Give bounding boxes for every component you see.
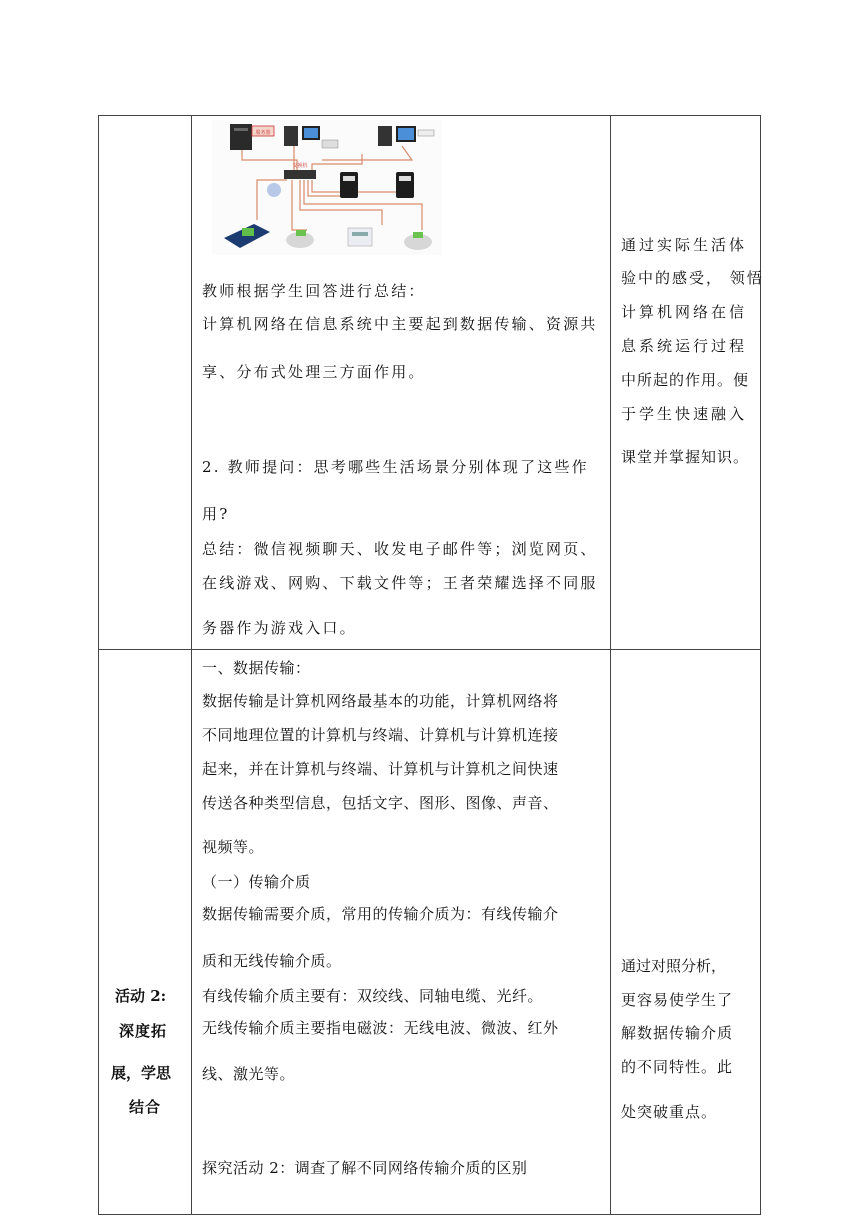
summary-line: 计算机网络在信息系统中主要起到数据传输、资源共 xyxy=(202,315,598,333)
paragraph-line: 线、激光等。 xyxy=(202,1065,296,1083)
terminal-icon xyxy=(396,172,414,198)
teacher-question: 2. 教师提问：思考哪些生活场景分别体现了这些作 xyxy=(202,458,589,476)
paragraph-line: 不同地理位置的计算机与终端、计算机与计算机连接 xyxy=(202,726,559,744)
svg-text:交换机: 交换机 xyxy=(292,163,308,169)
activity-label: 展，学思 xyxy=(111,1064,172,1082)
design-note: 通过实际生活体 xyxy=(621,236,748,254)
design-note: 中所起的作用。便 xyxy=(621,371,750,389)
paragraph-line: 传送各种类型信息，包括文字、图形、图像、声音、 xyxy=(202,794,559,812)
activity-label: 深度拓 xyxy=(119,1022,168,1040)
svg-text:服务器: 服务器 xyxy=(255,130,271,136)
paragraph-line: 数据传输需要介质，常用的传输介质为：有线传输介 xyxy=(202,905,559,923)
activity-label: 结合 xyxy=(129,1098,162,1116)
design-note: 计算机网络在信 xyxy=(621,303,748,321)
summary-intro: 教师根据学生回答进行总结： xyxy=(202,282,426,300)
design-note: 于学生快速融入 xyxy=(621,405,748,423)
paragraph-line: 数据传输是计算机网络最基本的功能，计算机网络将 xyxy=(202,692,559,710)
summary-answer: 务器作为游戏入口。 xyxy=(202,619,357,637)
design-note: 验中的感受， 领悟 xyxy=(621,269,764,287)
design-note: 的不同特性。此 xyxy=(621,1058,734,1076)
design-note: 更容易使学生了 xyxy=(621,991,734,1009)
summary-line: 享、分布式处理三方面作用。 xyxy=(202,363,426,381)
design-note: 处突破重点。 xyxy=(621,1103,718,1121)
design-note: 息系统运行过程 xyxy=(621,337,748,355)
design-note: 解数据传输介质 xyxy=(621,1024,734,1042)
paragraph-line: 有线传输介质主要有：双绞线、同轴电缆、光纤。 xyxy=(202,987,544,1005)
paragraph-line: 无线传输介质主要指电磁波：无线电波、微波、红外 xyxy=(202,1019,559,1037)
terminal-icon xyxy=(340,172,358,198)
paragraph-line: 起来，并在计算机与终端、计算机与计算机之间快速 xyxy=(202,760,559,778)
inquiry-activity: 探究活动 2：调查了解不同网络传输介质的区别 xyxy=(202,1159,528,1177)
design-note: 通过对照分析， xyxy=(621,957,727,975)
summary-answer: 在线游戏、网购、下载文件等；王者荣耀选择不同服 xyxy=(202,574,598,592)
row-divider xyxy=(99,649,760,650)
subsection-heading: （一）传输介质 xyxy=(202,873,311,891)
paragraph-line: 质和无线传输介质。 xyxy=(202,952,342,970)
teacher-question: 用? xyxy=(202,505,230,523)
design-note: 课堂并掌握知识。 xyxy=(621,448,750,466)
summary-answer: 总结：微信视频聊天、收发电子邮件等；浏览网页、 xyxy=(202,540,598,558)
network-logo-icon xyxy=(267,183,281,197)
section-heading: 一、数据传输： xyxy=(202,659,311,677)
network-diagram-image xyxy=(212,120,442,255)
column-divider-1 xyxy=(191,116,192,1214)
paragraph-line: 视频等。 xyxy=(202,838,265,856)
activity-label: 活动 2: xyxy=(115,987,167,1005)
printer-icon xyxy=(348,228,372,246)
column-divider-2 xyxy=(610,116,611,1214)
